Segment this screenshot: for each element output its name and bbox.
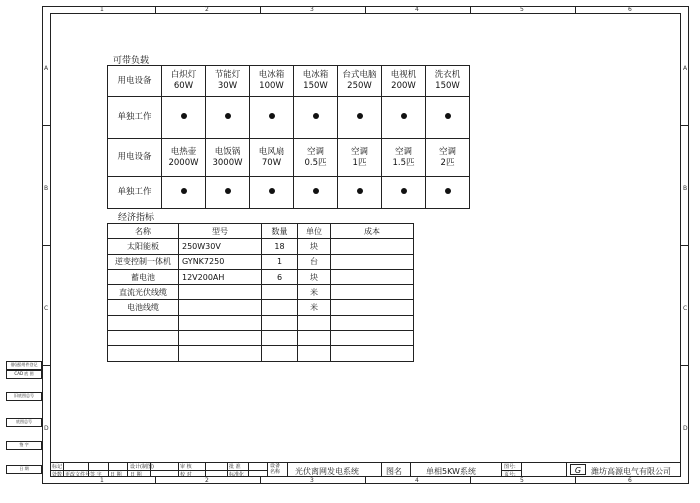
dot-mark: [313, 188, 319, 194]
cell-cost: [331, 285, 414, 300]
side-strip-cell: 旧底图总号: [6, 392, 42, 401]
dot-mark: [313, 113, 319, 119]
dot-mark: [269, 188, 275, 194]
cell-unit: [298, 315, 331, 330]
device-cell: 电热壶 2000W: [162, 139, 206, 177]
status-cell: [162, 177, 206, 209]
side-strip-cell: 借(通)用件登记: [6, 361, 42, 370]
zone-tick: [575, 477, 576, 484]
device-cell: 电视机 200W: [382, 66, 426, 97]
dot-mark: [357, 113, 363, 119]
table-row: [108, 269, 414, 284]
title-block-divider: [381, 462, 382, 477]
title-block-divider: [267, 462, 268, 477]
cell-cost: [331, 331, 414, 346]
cell-name: [108, 331, 179, 346]
zone-tick: [681, 245, 689, 246]
title-block-divider: [178, 462, 179, 477]
system-name: 光伏离网发电系统: [295, 467, 359, 476]
zone-tick: [155, 477, 156, 484]
cell-unit: 台: [298, 254, 331, 269]
cell-model: 250W30V: [179, 239, 262, 254]
row-header: 单独工作: [108, 177, 162, 209]
cell-model: GYNK7250: [179, 254, 262, 269]
cell-name: 电池线缆: [108, 300, 179, 315]
zone-tick: [365, 477, 366, 484]
mark-label: 标记: [52, 464, 63, 470]
zone-column-label: 4: [415, 477, 419, 484]
status-cell: [206, 177, 250, 209]
zone-tick: [470, 6, 471, 13]
zone-column-label: 6: [628, 6, 632, 13]
cell-cost: [331, 346, 414, 361]
cell-qty: 1: [262, 254, 298, 269]
zone-column-label: 1: [100, 477, 104, 484]
figure-no-label: 图号:: [504, 464, 516, 470]
cell-cost: [331, 315, 414, 330]
econ-section-title: 经济指标: [118, 213, 155, 223]
status-cell: [426, 177, 470, 209]
table-row: [108, 97, 470, 139]
cell-cost: [331, 239, 414, 254]
title-block-divider: [205, 462, 206, 477]
status-cell: [382, 97, 426, 139]
zone-row-label: A: [44, 65, 49, 72]
device-cell: 洗衣机 150W: [426, 66, 470, 97]
cell-model: [179, 285, 262, 300]
device-cell: 空调 1.5匹: [382, 139, 426, 177]
zone-row-label: C: [683, 305, 688, 312]
zone-column-label: 2: [205, 477, 209, 484]
table-row: [108, 139, 470, 177]
zone-column-label: 5: [520, 477, 524, 484]
dot-mark: [181, 113, 187, 119]
company-name: 潍坊高源电气有限公司: [591, 467, 671, 476]
status-cell: [338, 97, 382, 139]
zone-tick: [155, 6, 156, 13]
reviewer-label: 审 核: [180, 464, 192, 470]
table-row: [108, 300, 414, 315]
table-row: [108, 331, 414, 346]
cell-name: 直流光伏线缆: [108, 285, 179, 300]
cell-qty: 18: [262, 239, 298, 254]
zone-column-label: 2: [205, 6, 209, 13]
dot-mark: [225, 188, 231, 194]
zone-row-label: D: [683, 425, 688, 432]
dot-mark: [445, 113, 451, 119]
cell-cost: [331, 269, 414, 284]
device-cell: 空调 0.5匹: [294, 139, 338, 177]
title-block-divider: [108, 462, 109, 477]
cell-qty: [262, 285, 298, 300]
dot-mark: [181, 188, 187, 194]
dot-mark: [225, 113, 231, 119]
row-header: 用电设备: [108, 139, 162, 177]
title-block-divider: [410, 462, 411, 477]
cell-name: [108, 315, 179, 330]
change-doc-label: 更改文件号: [65, 472, 91, 478]
count-label: 处数: [52, 472, 63, 478]
side-strip-cell: 日 期: [6, 465, 42, 474]
dot-mark: [401, 188, 407, 194]
table-row: [108, 346, 414, 361]
status-cell: [382, 177, 426, 209]
zone-column-label: 1: [100, 6, 104, 13]
cell-name: 太阳能板: [108, 239, 179, 254]
column-header: 数量: [262, 224, 298, 239]
column-header: 单位: [298, 224, 331, 239]
column-header: 型号: [179, 224, 262, 239]
cell-cost: [331, 300, 414, 315]
zone-tick: [470, 477, 471, 484]
zone-row-label: B: [683, 185, 688, 192]
device-cell: 空调 1匹: [338, 139, 382, 177]
zone-tick: [681, 125, 689, 126]
table-row: [108, 177, 470, 209]
checker-label: 校 对: [180, 472, 192, 478]
zone-row-label: B: [44, 185, 49, 192]
table-row: [108, 285, 414, 300]
cell-unit: 块: [298, 269, 331, 284]
zone-column-label: 3: [310, 477, 314, 484]
page-label: 页号:: [504, 472, 516, 478]
load-table: [107, 65, 470, 209]
cell-unit: 米: [298, 285, 331, 300]
zone-row-label: D: [44, 425, 49, 432]
device-cell: 白炽灯 60W: [162, 66, 206, 97]
side-strip-cell: 签 字: [6, 441, 42, 450]
cell-qty: [262, 346, 298, 361]
cell-qty: 6: [262, 269, 298, 284]
std-label: 标准化: [229, 472, 245, 478]
table-row: [108, 315, 414, 330]
status-cell: [206, 97, 250, 139]
zone-row-label: A: [683, 65, 688, 72]
drawing-label: 图名: [386, 467, 402, 476]
company-logo-icon: G: [570, 464, 586, 475]
econ-table: [107, 223, 414, 362]
designer-label: 设计(制图): [130, 464, 154, 470]
zone-column-label: 5: [520, 6, 524, 13]
status-cell: [426, 97, 470, 139]
sign-label: 签 字: [90, 472, 102, 478]
zone-tick: [365, 6, 366, 13]
day-label: 日 期: [110, 472, 122, 478]
cell-name: 逆变控制一体机: [108, 254, 179, 269]
date-label: 日 期: [130, 472, 142, 478]
cell-name: [108, 346, 179, 361]
drawing-name: 单相5KW系统: [426, 467, 476, 476]
title-block-divider: [501, 462, 502, 477]
cell-model: [179, 300, 262, 315]
cell-cost: [331, 254, 414, 269]
device-cell: 电风扇 70W: [250, 139, 294, 177]
cell-name: 蓄电池: [108, 269, 179, 284]
zone-tick: [260, 477, 261, 484]
table-row: [108, 66, 470, 97]
column-header: 名称: [108, 224, 179, 239]
table-row: [108, 239, 414, 254]
table-row: [108, 254, 414, 269]
dot-mark: [269, 113, 275, 119]
zone-tick: [260, 6, 261, 13]
row-header: 单独工作: [108, 97, 162, 139]
status-cell: [294, 97, 338, 139]
zone-tick: [681, 365, 689, 366]
dot-mark: [401, 113, 407, 119]
status-cell: [162, 97, 206, 139]
title-block-divider: [227, 462, 228, 477]
cell-qty: [262, 315, 298, 330]
zone-column-label: 4: [415, 6, 419, 13]
dot-mark: [357, 188, 363, 194]
cell-qty: [262, 300, 298, 315]
dot-mark: [445, 188, 451, 194]
zone-tick: [42, 365, 50, 366]
status-cell: [294, 177, 338, 209]
title-block-divider: [566, 462, 567, 477]
side-strip-cell: 底图总号: [6, 418, 42, 427]
cell-unit: 块: [298, 239, 331, 254]
approver-label: 批 准: [229, 464, 241, 470]
device-cell: 电冰箱 100W: [250, 66, 294, 97]
cell-model: [179, 346, 262, 361]
side-strip-cell: CAD 底 图: [6, 370, 42, 379]
device-cell: 节能灯 30W: [206, 66, 250, 97]
row-header: 用电设备: [108, 66, 162, 97]
title-block-divider: [248, 462, 249, 477]
title-block-divider: [521, 462, 522, 477]
load-section-title: 可带负载: [113, 56, 150, 66]
zone-tick: [575, 6, 576, 13]
zone-tick: [42, 245, 50, 246]
cell-unit: [298, 331, 331, 346]
zone-column-label: 3: [310, 6, 314, 13]
device-cell: 空调 2匹: [426, 139, 470, 177]
title-block-divider: [127, 462, 128, 477]
zone-column-label: 6: [628, 477, 632, 484]
status-cell: [250, 177, 294, 209]
device-cell: 电冰箱 150W: [294, 66, 338, 97]
device-cell: 台式电脑 250W: [338, 66, 382, 97]
status-cell: [338, 177, 382, 209]
cell-qty: [262, 331, 298, 346]
title-block-divider: [63, 462, 64, 477]
zone-tick: [42, 125, 50, 126]
device-cell: 电饭锅 3000W: [206, 139, 250, 177]
column-header: 成本: [331, 224, 414, 239]
cell-unit: [298, 346, 331, 361]
cell-unit: 米: [298, 300, 331, 315]
zone-row-label: C: [44, 305, 49, 312]
title-block-divider: [287, 462, 288, 477]
table-header-row: [108, 224, 414, 239]
cell-model: [179, 315, 262, 330]
status-cell: [250, 97, 294, 139]
cell-model: 12V200AH: [179, 269, 262, 284]
equipment-label: 设备名称: [270, 463, 281, 475]
cell-model: [179, 331, 262, 346]
